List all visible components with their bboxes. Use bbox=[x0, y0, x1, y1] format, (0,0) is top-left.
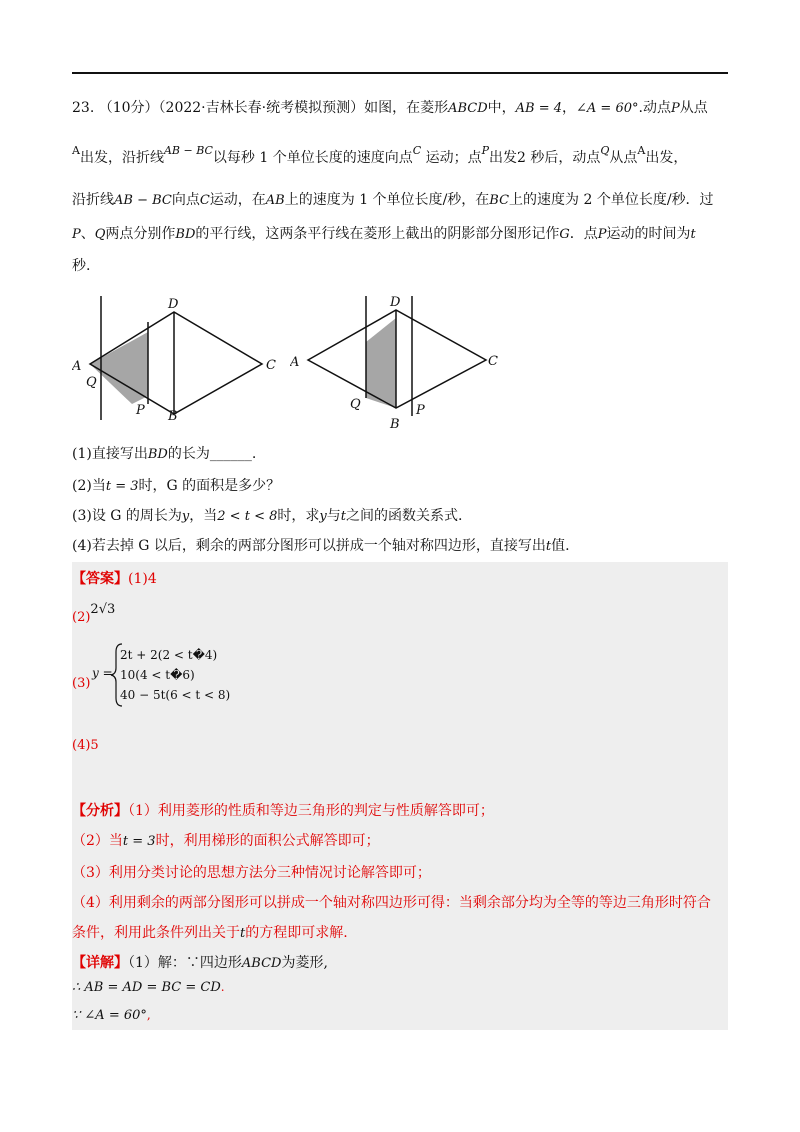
figure-1-label-d: D bbox=[168, 297, 179, 312]
subquestion-1: (1)直接写出BD的长为______. bbox=[72, 446, 257, 462]
figure-1-label-b: B bbox=[168, 409, 178, 422]
piecewise-lhs: y = bbox=[92, 666, 113, 680]
answer-line-4: (4)5 bbox=[72, 738, 99, 753]
figure-1-label-q: Q bbox=[86, 375, 97, 390]
figure-2-rhombus bbox=[308, 310, 486, 408]
question-line-3: 沿折线AB − BC向点C运动，在AB上的速度为 1 个单位长度/秒，在BC上的速度为 2 个单位长度/秒．过 bbox=[72, 192, 714, 208]
figure-2-label-c: C bbox=[488, 354, 498, 369]
figure-1-label-p: P bbox=[136, 403, 145, 418]
question-line-2: $^A$出发，沿折线$^{AB - BC}$以每秒 1 个单位长度的速度向点$^C$ 运动；点$^P$出发2 秒后，动点$^Q$从点$^A$出发， bbox=[72, 144, 688, 166]
figure-1 bbox=[72, 292, 292, 426]
question-line-5: 秒. bbox=[72, 258, 91, 274]
analysis-line-2: （2）当t = 3时，利用梯形的面积公式解答即可； bbox=[72, 833, 380, 849]
piecewise-case-3: 40 − 5t(6 < t < 8) bbox=[120, 688, 231, 702]
figure-2-label-d: D bbox=[390, 295, 401, 310]
analysis-line-1: 【分析】（1）利用菱形的性质和等边三角形的判定与性质解答即可； bbox=[72, 803, 494, 819]
figure-1-label-a: A bbox=[72, 359, 82, 374]
question-line-1: 23. （10分）（2022·吉林长春·统考模拟预测）如图，在菱形ABCD中，AB = 4，∠A = 60°.动点P从点 bbox=[72, 100, 708, 116]
figure-2 bbox=[290, 292, 510, 436]
detail-line-2: ∴ AB = AD = BC = CD. bbox=[72, 980, 225, 995]
subquestion-3: (3)设 G 的周长为y，当2 < t < 8时，求y与t之间的函数关系式. bbox=[72, 508, 463, 524]
detail-line-3: ∵ ∠A = 60°, bbox=[72, 1008, 151, 1023]
analysis-line-4: （4）利用剩余的两部分图形可以拼成一个轴对称四边形可得：当剩余部分均为全等的等边三角形时符合 bbox=[72, 895, 711, 911]
answer-line-2: (2)2√3 bbox=[72, 602, 116, 625]
figure-2-label-b: B bbox=[390, 417, 400, 432]
detail-line-1: 【详解】（1）解：∵四边形ABCD为菱形, bbox=[72, 955, 328, 971]
answer-line-3-label: (3) bbox=[72, 676, 91, 691]
figure-2-label-p: P bbox=[416, 403, 425, 418]
figure-2-label-a: A bbox=[290, 355, 300, 370]
question-line-4: P、Q两点分别作BD的平行线，这两条平行线在菱形上截出的阴影部分图形记作G．点P运动的时间为t bbox=[72, 226, 696, 242]
subquestion-2: (2)当t = 3时，G 的面积是多少？ bbox=[72, 478, 281, 494]
analysis-line-3: （3）利用分类讨论的思想方法分三种情况讨论解答即可； bbox=[72, 865, 431, 881]
top-rule bbox=[72, 72, 728, 74]
analysis-line-5: 条件，利用此条件列出关于t的方程即可求解. bbox=[72, 925, 348, 941]
piecewise-case-2: 10(4 < t�6) bbox=[120, 668, 195, 682]
answer-line-1: 【答案】(1)4 bbox=[72, 571, 157, 587]
figure-1-label-c: C bbox=[266, 358, 276, 373]
figure-2-label-q: Q bbox=[350, 397, 361, 412]
answer-piecewise bbox=[92, 640, 252, 710]
subquestion-4: (4)若去掉 G 以后，剩余的两部分图形可以拼成一个轴对称四边形，直接写出t值. bbox=[72, 538, 570, 554]
piecewise-case-1: 2t + 2(2 < t�4) bbox=[120, 648, 218, 662]
